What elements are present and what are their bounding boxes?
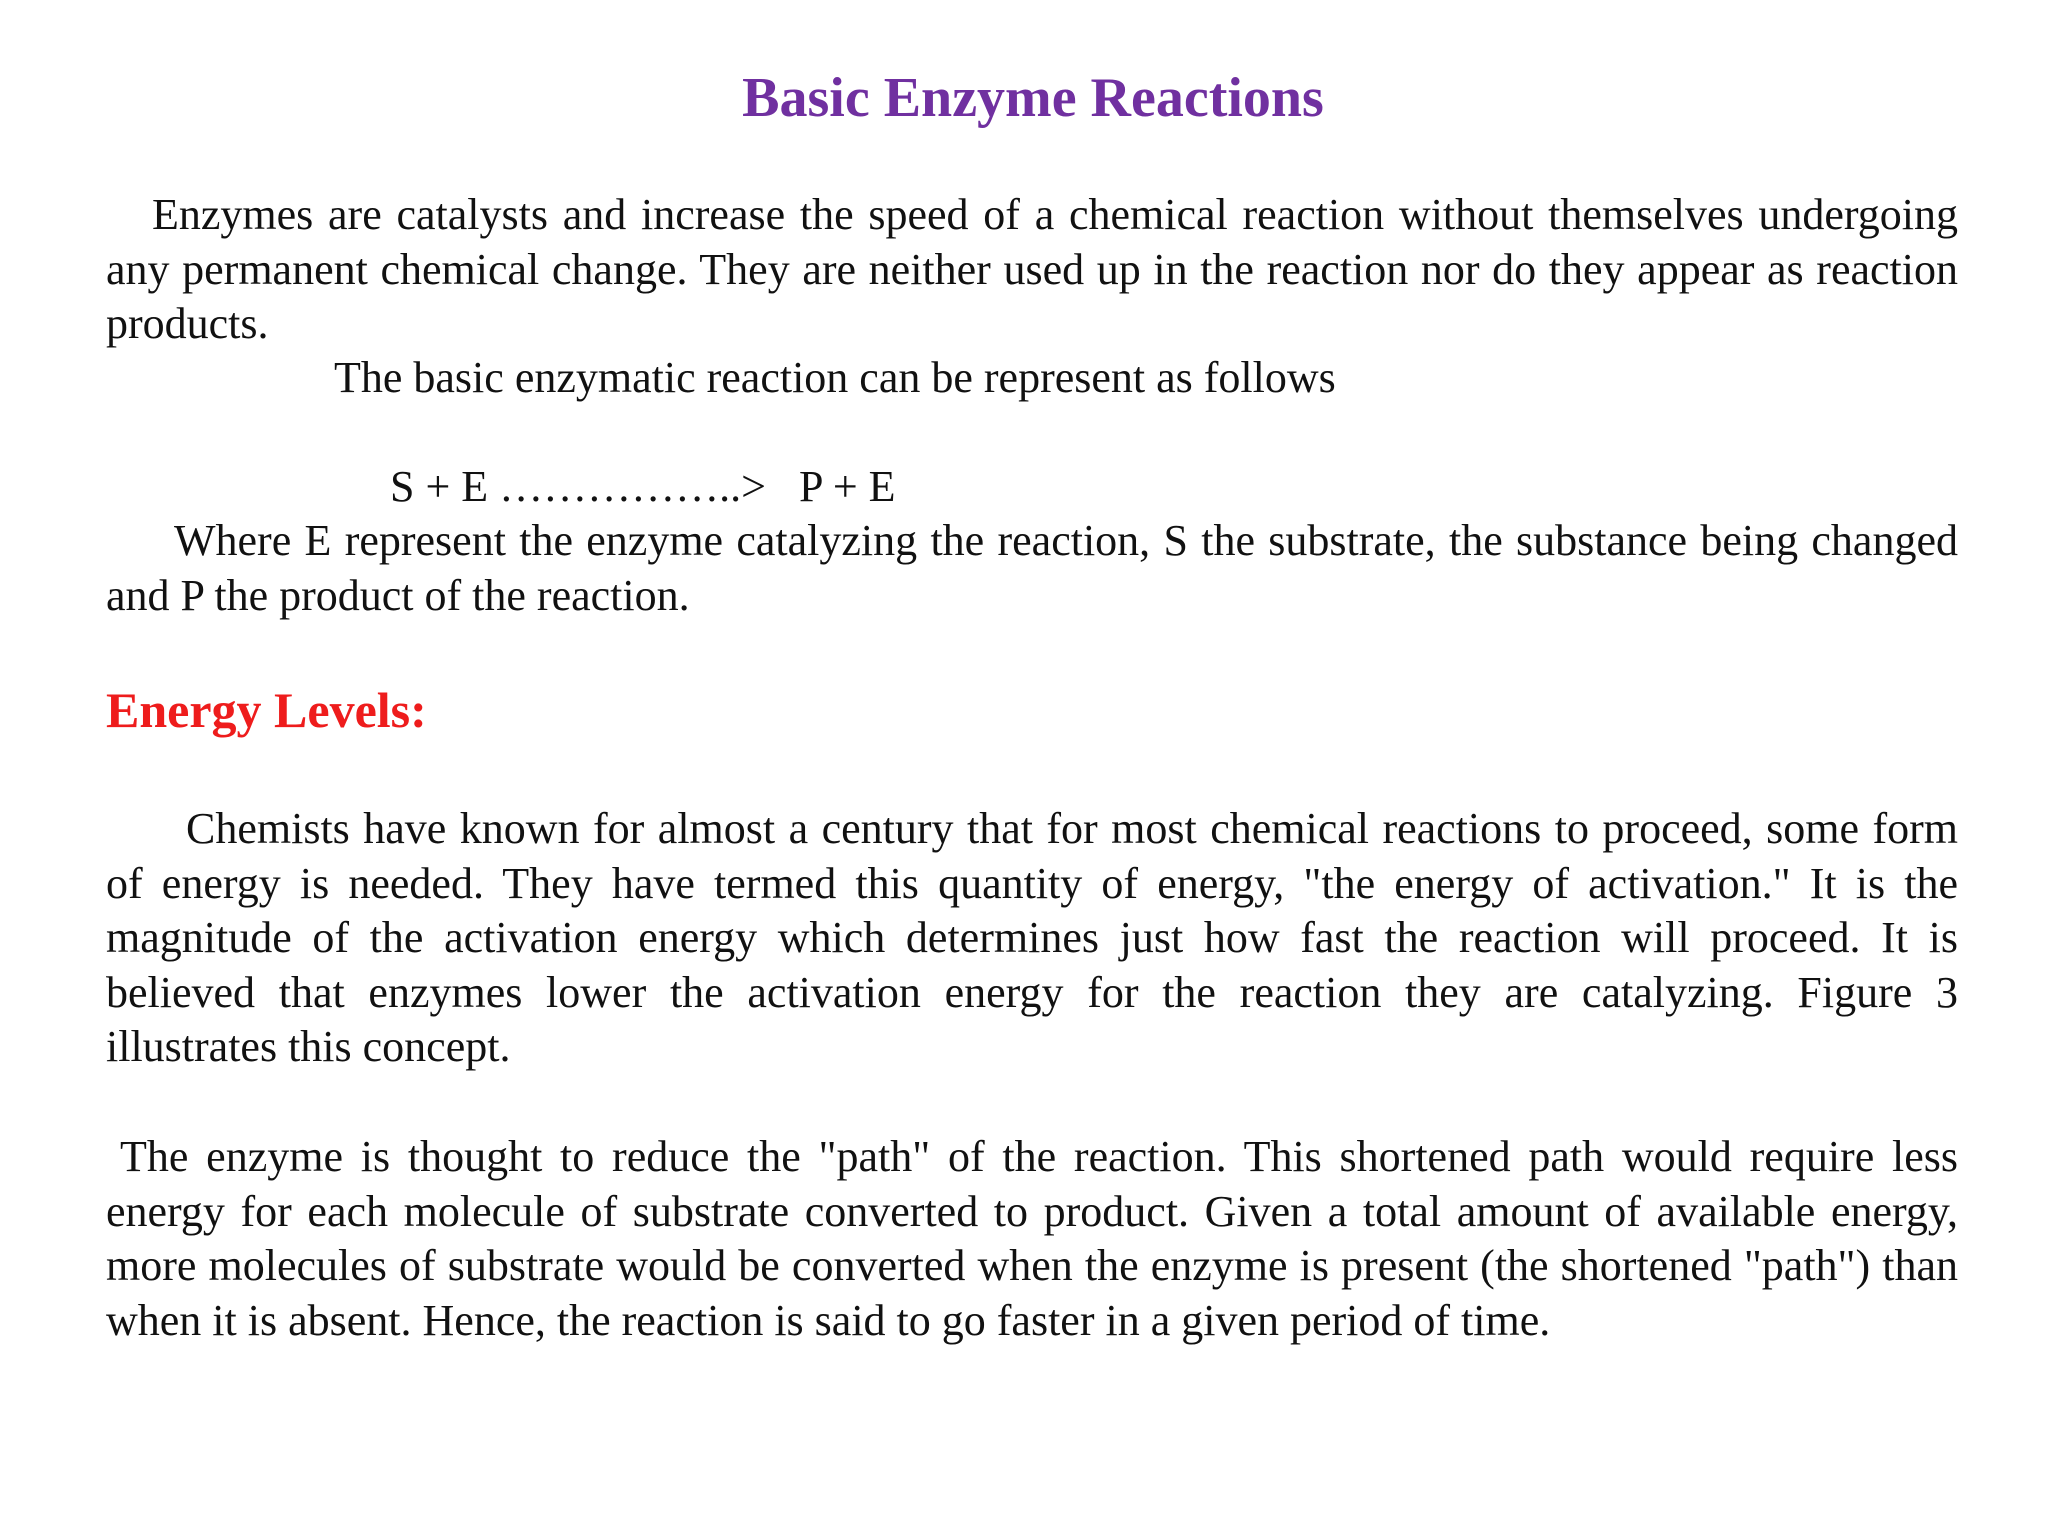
energy-paragraph — [106, 802, 1958, 1075]
paragraph-where-e-represent: Where E represent the enzyme catalyzing the reaction, S the substrate, the substance being changed and P the product of the reaction. — [106, 516, 1958, 620]
paragraph-shortened-path: The enzyme is thought to reduce the "path" of the reaction. This shortened path would require less energy for each molecule of substrate converted to product. Given a total amount of available energy, more molecules of substrate would be converted when the enzyme is present (the shortened "path") than when it is absent. Hence, the reaction is said to go faster in a given period of time. — [106, 1132, 1958, 1345]
section-heading-energy-levels: Energy Levels: — [106, 682, 427, 738]
equation-explanation — [106, 514, 1958, 623]
paragraph-activation-energy: Chemists have known for almost a century that for most chemical reactions to proceed, some form of energy is needed. They have termed this quantity of energy, "the energy of activation." It is the magnitude of the activation energy which determines just how fast the reaction will proceed. It is believed that enzymes lower the activation energy for the reaction they are catalyzing. Figure 3 illustrates this concept. — [106, 804, 1958, 1071]
reaction-intro-line: The basic enzymatic reaction can be represent as follows — [334, 353, 1336, 402]
path-paragraph — [106, 1130, 1958, 1348]
reaction-equation: S + E ……………..> P + E — [390, 462, 896, 511]
page-title: Basic Enzyme Reactions — [742, 67, 1324, 129]
intro-paragraph — [106, 188, 1958, 352]
paragraph-enzymes-catalysts: Enzymes are catalysts and increase the speed of a chemical reaction without themselves undergoing any permanent chemical change. They are neither used up in the reaction nor do they appear as reaction products. — [106, 190, 1958, 348]
